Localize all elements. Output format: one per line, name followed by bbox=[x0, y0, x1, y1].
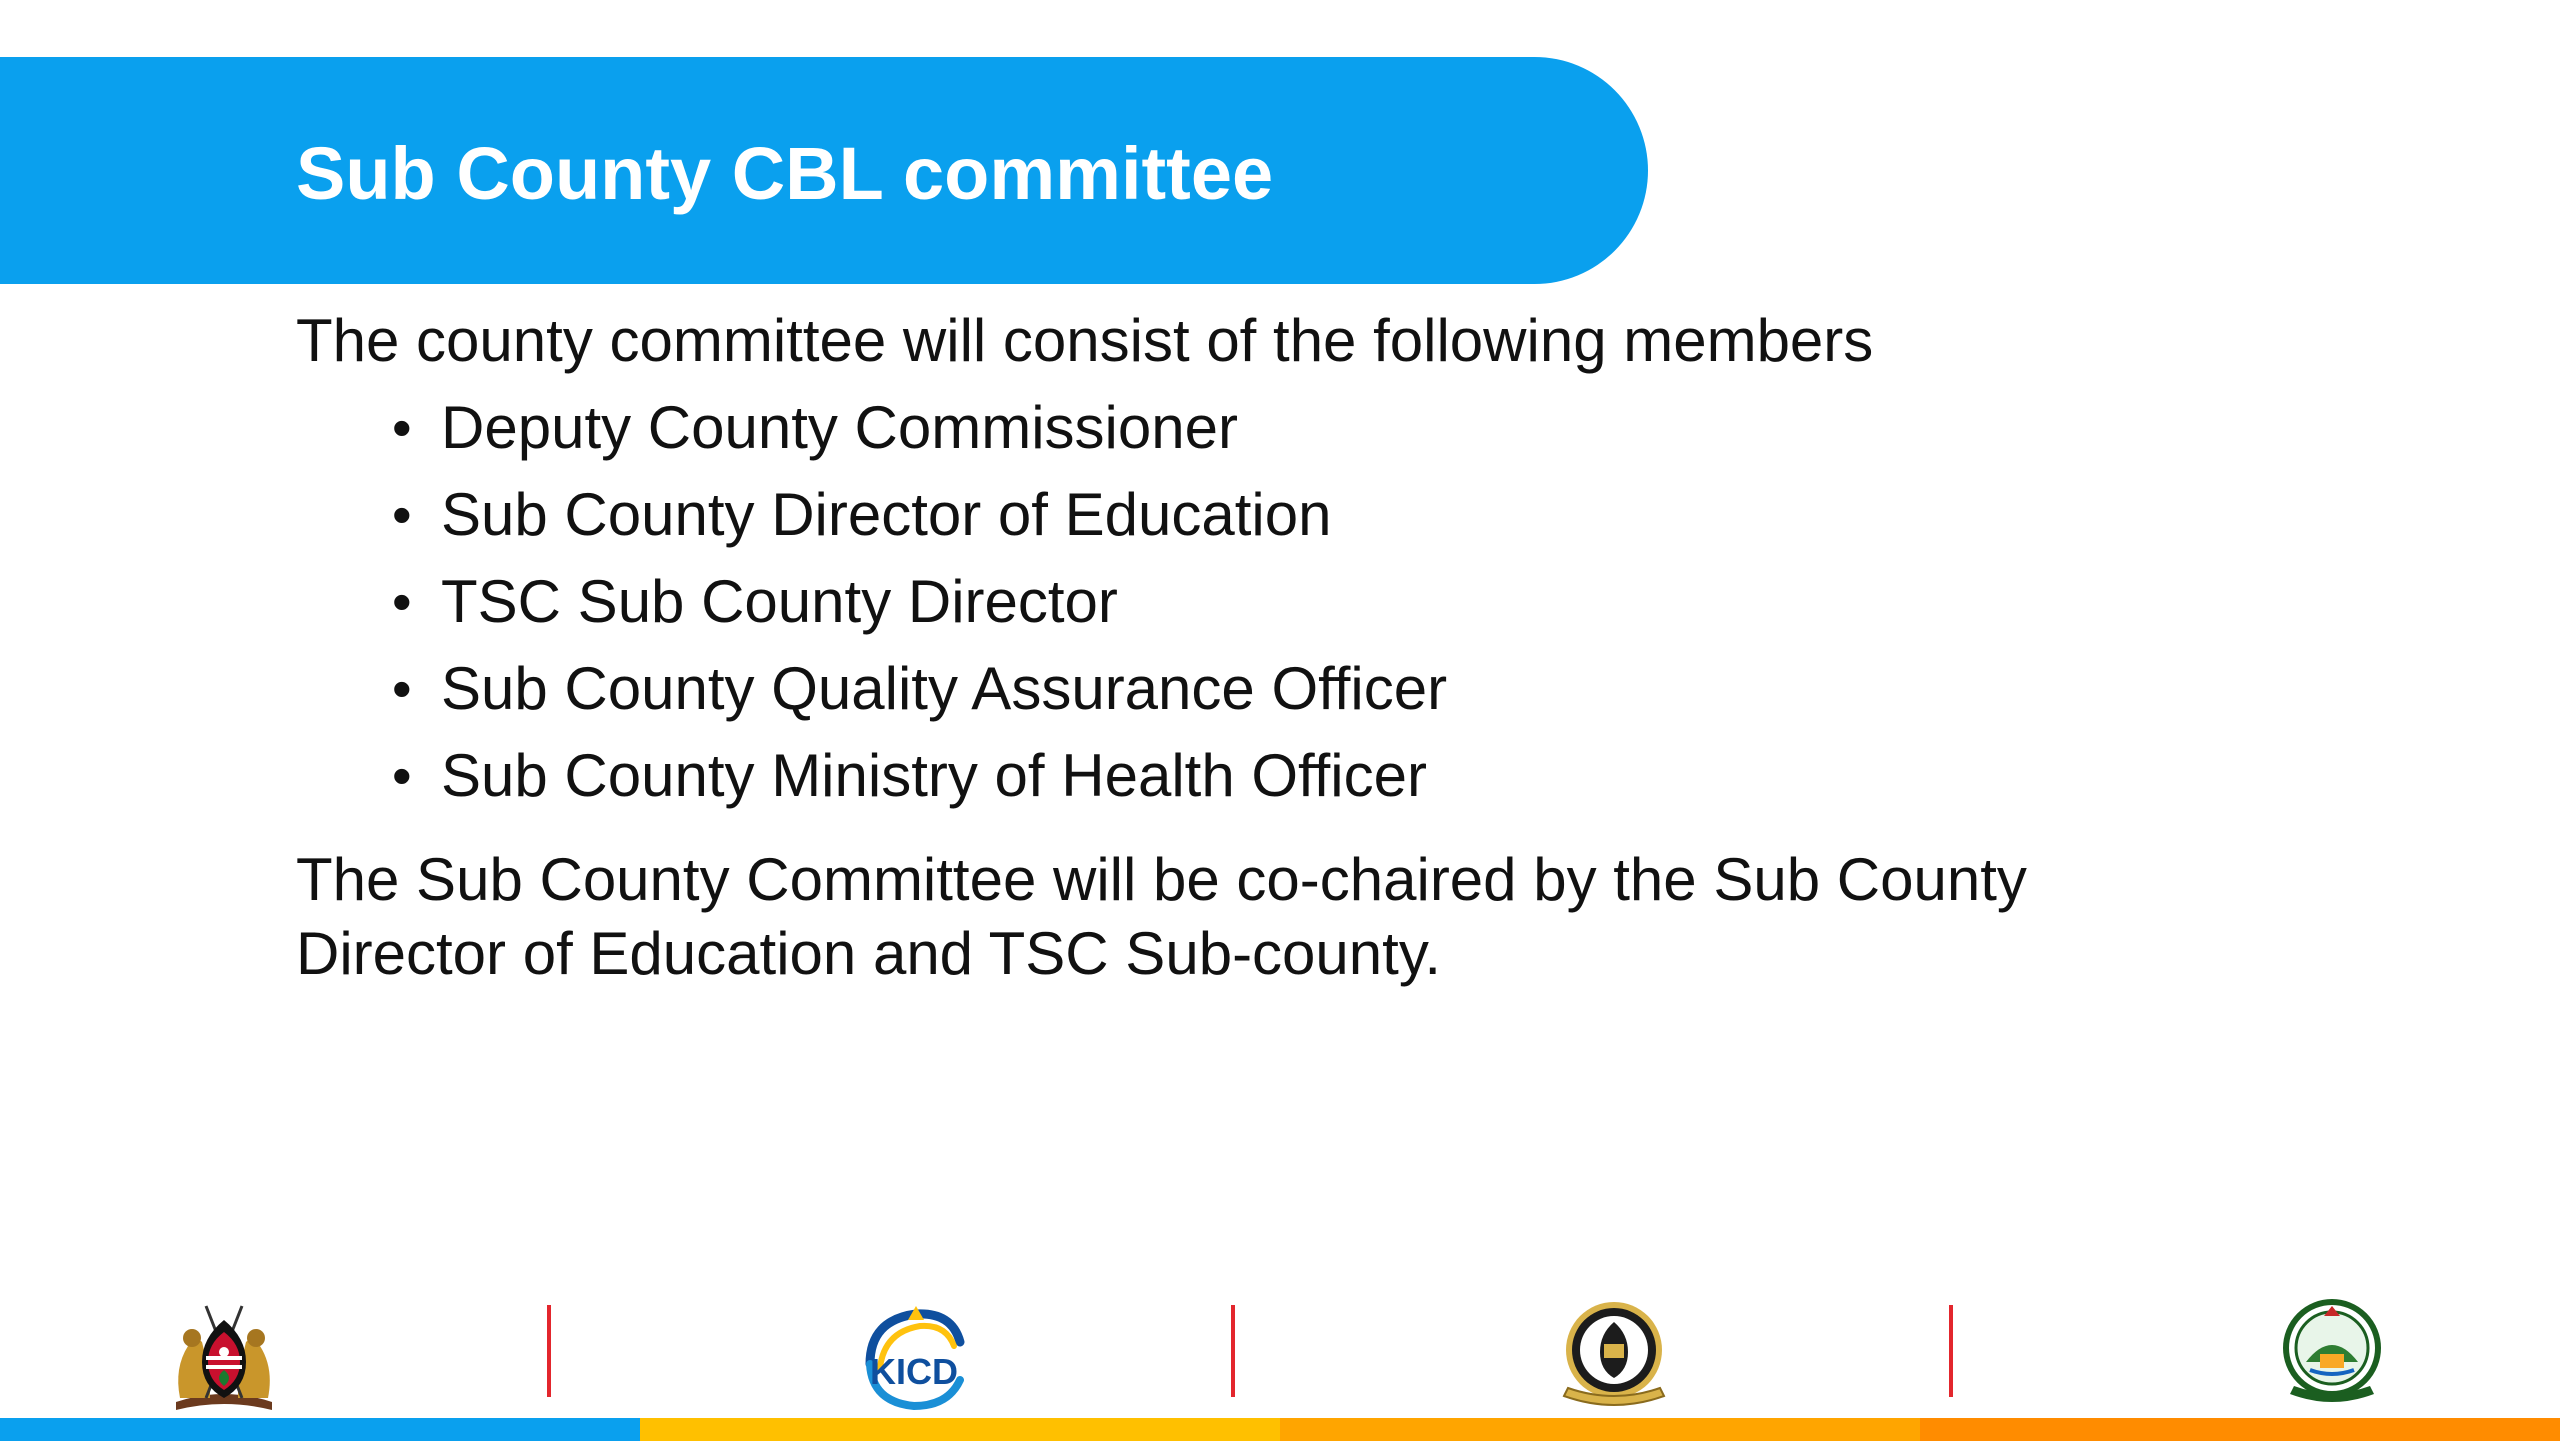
list-item: • Deputy County Commissioner bbox=[388, 392, 1447, 479]
list-item: • TSC Sub County Director bbox=[388, 566, 1447, 653]
footer-bar-segment bbox=[1280, 1418, 1920, 1441]
intro-text: The county committee will consist of the following members bbox=[296, 307, 1874, 374]
members-list bbox=[388, 392, 1447, 827]
kicd-logo bbox=[856, 1298, 968, 1416]
list-item: • Sub County Ministry of Health Officer bbox=[388, 740, 1447, 827]
kenya-coat-of-arms-logo bbox=[166, 1298, 282, 1416]
slide-title: Sub County CBL committee bbox=[296, 132, 1274, 215]
tsc-seal-logo bbox=[1556, 1298, 1672, 1416]
footer-divider bbox=[547, 1305, 551, 1397]
list-item: • Sub County Director of Education bbox=[388, 479, 1447, 566]
footer-divider bbox=[1231, 1305, 1235, 1397]
county-emblem-logo bbox=[2280, 1298, 2384, 1416]
footer-bar-segment bbox=[0, 1418, 640, 1441]
footer-bar-segment bbox=[640, 1418, 1280, 1441]
kicd-logo-text: KICD bbox=[870, 1351, 958, 1392]
list-item: • Sub County Quality Assurance Officer bbox=[388, 653, 1447, 740]
footer-divider bbox=[1949, 1305, 1953, 1397]
closing-text: The Sub County Committee will be co-chaired by the Sub County Director of Education and TSC Sub-county. bbox=[296, 846, 2027, 987]
footer-bar-segment bbox=[1920, 1418, 2560, 1441]
footer-color-bar bbox=[0, 1418, 2560, 1441]
